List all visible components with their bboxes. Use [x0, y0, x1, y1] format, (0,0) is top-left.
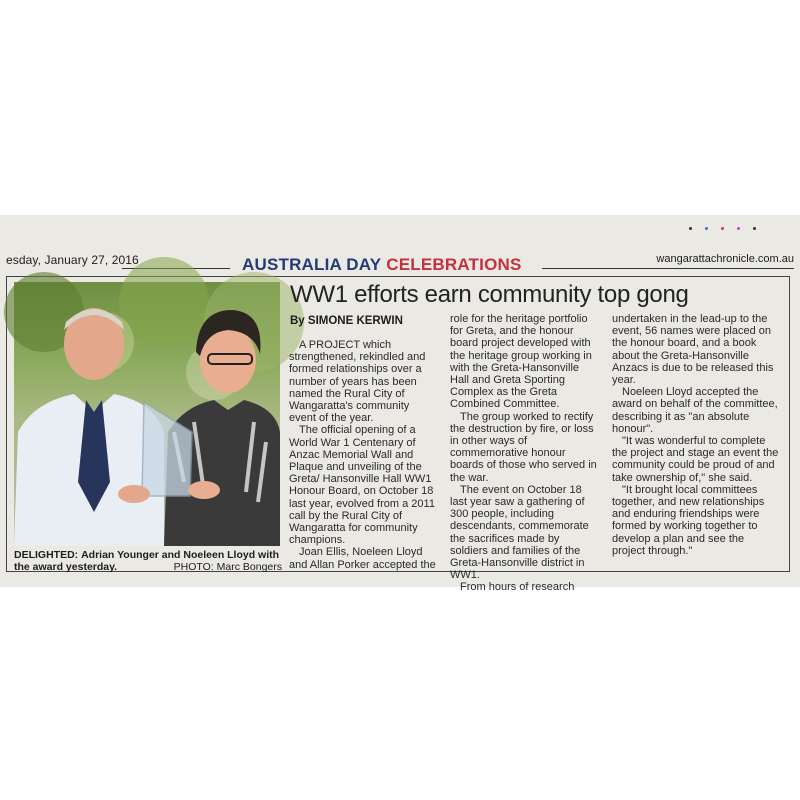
- caption-lead: DELIGHTED:: [14, 549, 79, 561]
- paragraph: A PROJECT which strengthened, rekindled and formed relationships over a number of years has been named the Rural City of Wangaratta's community event of the year.: [289, 339, 426, 425]
- photo-illustration: [14, 282, 280, 546]
- paragraph: Noeleen Lloyd accepted the award on behalf of the committee, describing it as "an absolute honour".: [612, 386, 778, 435]
- article-column-2: [450, 313, 600, 594]
- paragraph: undertaken in the lead-up to the event, 56 names were placed on the honour board, and a book about the Greta-Hansonville Anzacs is due to be released this year.: [612, 313, 774, 387]
- paragraph: "It was wonderful to complete the project and stage an event the community could be proud of and take ownership of," she said.: [612, 435, 779, 484]
- registration-dot: [737, 227, 740, 230]
- article-headline: WW1 efforts earn community top gong: [290, 281, 689, 308]
- article-byline: By SIMONE KERWIN: [290, 315, 403, 327]
- section-heading-part2: CELEBRATIONS: [386, 255, 522, 274]
- article-photo: [14, 282, 280, 546]
- article-column-3: [612, 313, 780, 557]
- header-rule-right: [542, 268, 794, 269]
- section-heading: [242, 255, 522, 275]
- paragraph: role for the heritage portfolio for Greta, and the honour board project developed with the heritage group working in with the Greta-Hansonville Hall and Greta Sporting Complex as the Greta Combined Committee.: [450, 313, 592, 411]
- dateline: esday, January 27, 2016: [6, 253, 139, 267]
- paragraph: The official opening of a World War 1 Centenary of Anzac Memorial Wall and Plaque and unveiling of the Greta/ Hansonville Hall WW1 Honour Board, on October 18 last year, evolved from a 2011 call by the Rural City of Wangaratta for community champions.: [289, 424, 435, 547]
- paragraph: "It brought local committees together, and new relationships and enduring friendships were formed by working together to develop a plan and see the project through.": [612, 483, 765, 557]
- newspaper-clipping: [0, 215, 800, 594]
- registration-dot: [705, 227, 708, 230]
- registration-dot: [721, 227, 724, 230]
- photo-credit: PHOTO: Marc Bongers: [173, 561, 282, 573]
- paragraph: Joan Ellis, Noeleen Lloyd and Allan Porker accepted the: [289, 546, 436, 571]
- paragraph: From hours of research: [460, 581, 575, 594]
- photo-caption: [14, 549, 282, 573]
- registration-dot: [689, 227, 692, 230]
- paragraph: The event on October 18 last year saw a gathering of 300 people, including descendants, commemorate the sacrifices made by soldiers and families of the Greta-Hansonville district in WW1.: [450, 483, 589, 582]
- caption-text: Adrian Younger and Noeleen Lloyd with the award yesterday.: [14, 549, 280, 573]
- section-heading-part1: AUSTRALIA DAY: [242, 255, 382, 274]
- registration-dot: [753, 227, 756, 230]
- website-url: wangarattachronicle.com.au: [656, 253, 794, 265]
- paragraph: The group worked to rectify the destruction by fire, or loss in other ways of commemorative honour boards of those who served in the war.: [450, 410, 597, 484]
- article-column-1: [289, 339, 439, 571]
- registration-marks: [689, 227, 756, 230]
